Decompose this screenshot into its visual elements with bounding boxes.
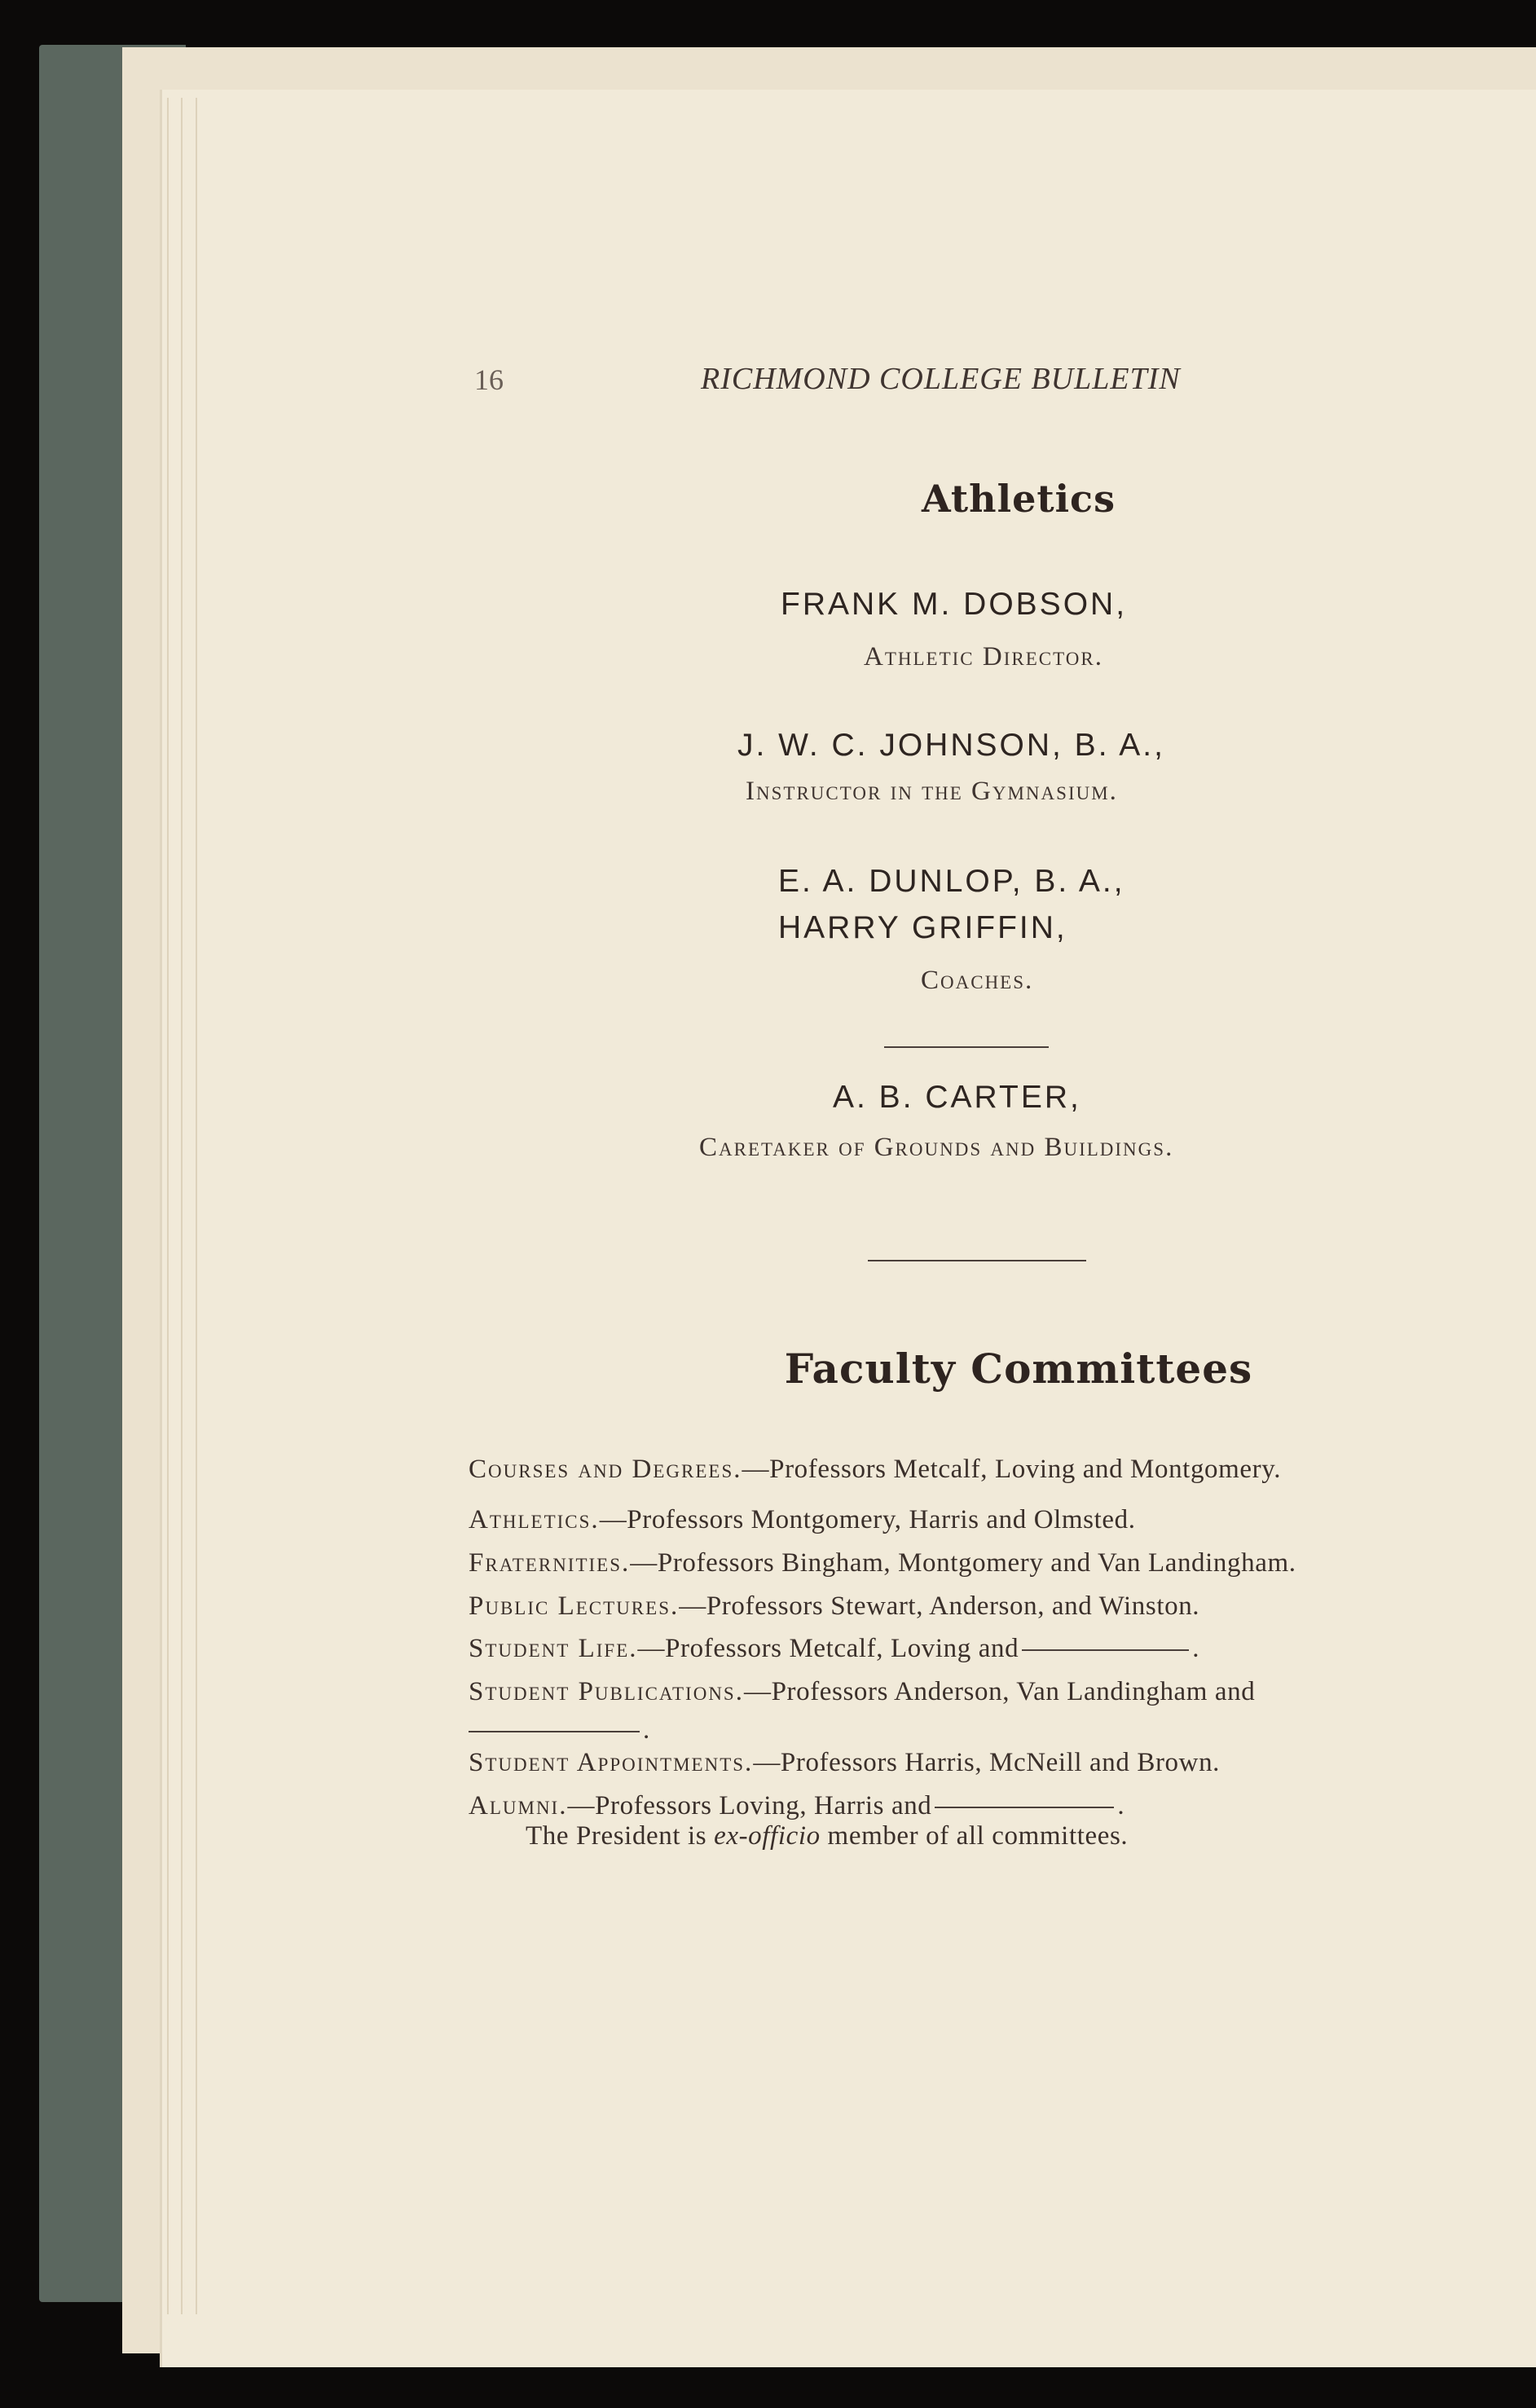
staff-name: E. A. DUNLOP, B. A., [778,864,1125,899]
committee-members: —Professors Loving, Harris and [567,1791,932,1820]
staff-entry [778,864,1125,900]
athletics-heading: Athletics [922,477,1116,521]
committee-line [469,1455,1281,1485]
committee-label: Alumni. [469,1791,568,1820]
staff-entry [781,587,1127,623]
committee-members: —Professors Anderson, Van Landingham and [743,1677,1256,1706]
footnote-emphasis: ex-officio [714,1821,821,1851]
committee-label: Student Publications. [469,1677,744,1706]
staff-entry [778,910,1067,946]
blank-rule [469,1731,640,1732]
committee-line: . [469,1715,650,1745]
section-rule [884,1046,1049,1048]
committee-line [469,1677,1255,1707]
staff-entry [737,728,1165,764]
committee-members: —Professors Bingham, Montgomery and Van Landingham. [630,1548,1296,1578]
staff-name: A. B. CARTER, [833,1080,1081,1115]
footnote-text: member of all committees. [820,1821,1129,1851]
committee-line [469,1548,1296,1578]
committee-label: Public Lectures. [469,1591,680,1621]
blank-rule [1022,1649,1189,1651]
committee-line [469,1748,1220,1778]
committee-members: —Professors Stewart, Anderson, and Winston. [679,1591,1200,1621]
committee-members: —Professors Harris, McNeill and Brown. [753,1748,1221,1777]
staff-name: FRANK M. DOBSON, [781,587,1128,622]
committee-footnote [526,1821,1128,1851]
committee-line: Student Life.—Professors Metcalf, Loving and . [469,1634,1200,1663]
committee-label: Fraternities. [469,1548,631,1578]
section-rule [868,1260,1086,1261]
committee-label: Courses and Degrees. [469,1455,742,1484]
blank-rule [935,1807,1114,1808]
footnote-text: The President is [526,1821,715,1851]
page-number: 16 [474,363,504,396]
committee-label: Student Appointments. [469,1748,754,1777]
committee-line: Alumni.—Professors Loving, Harris and . [469,1791,1125,1820]
committees-heading: Faculty Committees [784,1345,1253,1393]
staff-role: Coaches. [921,966,1034,995]
staff-entry [833,1080,1081,1116]
committee-members: —Professors Metcalf, Loving and Montgomery. [742,1455,1282,1484]
committee-line [469,1505,1136,1535]
staff-entry [746,777,1118,807]
staff-entry [921,966,1033,996]
running-title: RICHMOND COLLEGE BULLETIN [701,362,1181,396]
staff-role: Athletic Director. [864,642,1103,671]
staff-entry [864,642,1103,672]
committee-label: Student Life. [469,1634,638,1663]
staff-name: HARRY GRIFFIN, [778,910,1067,945]
committee-members: —Professors Montgomery, Harris and Olmsted. [599,1505,1136,1534]
committee-line [469,1591,1199,1622]
committee-members: —Professors Metcalf, Loving and [637,1634,1019,1663]
staff-entry [699,1133,1173,1163]
staff-name: J. W. C. JOHNSON, B. A., [737,728,1165,763]
staff-role: Caretaker of Grounds and Buildings. [699,1133,1174,1162]
committee-label: Athletics. [469,1505,600,1534]
staff-role: Instructor in the Gymnasium. [746,777,1118,806]
